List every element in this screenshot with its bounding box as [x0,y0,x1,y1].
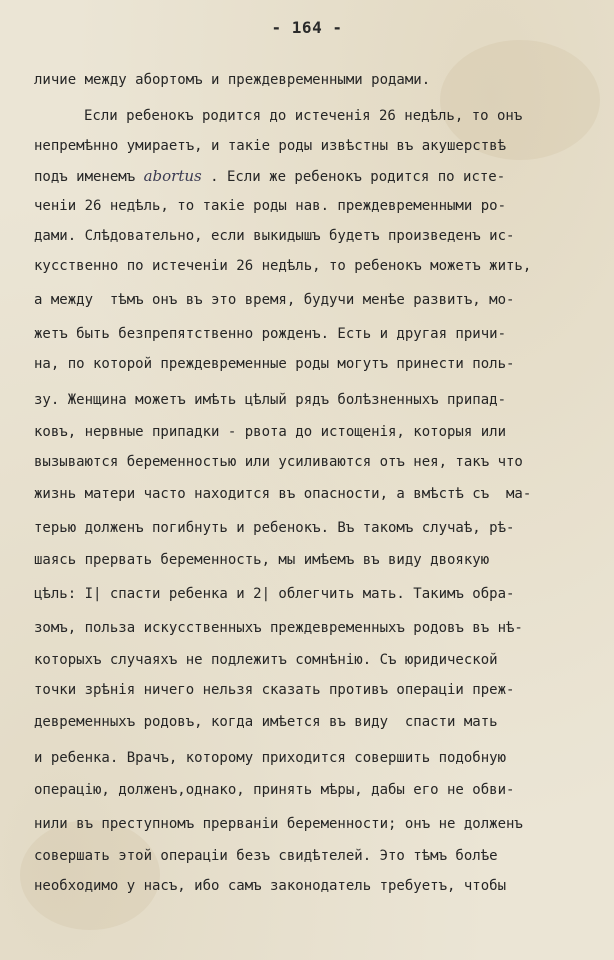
text-line [34,70,430,90]
text-segment: подъ именемъ [34,169,144,185]
text-segment: вызываются беременностью или усиливаются отъ нея, такъ что [34,454,523,470]
text-segment: которыхъ случаяхъ не подлежитъ сомнѣнію. Съ юридической [34,652,498,668]
text-line [34,650,498,670]
text-segment: операцію, долженъ,однако, принять мѣры, дабы его не обви- [34,782,515,798]
text-segment: жетъ быть безпрепятственно рожденъ. Есть и другая причи- [34,326,507,342]
text-segment: на, по которой преждевременные роды могутъ принести поль- [34,356,515,372]
text-line [34,780,514,800]
text-line [34,452,523,472]
text-line [34,876,506,896]
text-line [34,354,514,374]
text-segment: зомъ, польза искусственныхъ преждевременныхъ родовъ въ нѣ- [34,620,523,636]
text-line [34,484,531,504]
paper-stain [20,820,160,930]
text-segment: цѣль: I| спасти ребенка и 2| облегчить мать. Такимъ обра- [34,586,515,602]
text-line [34,618,523,638]
text-segment: ченіи 26 недѣль, то такіе роды нав. преждевременными ро- [34,198,507,214]
text-line [34,166,505,186]
text-segment: непремѣнно умираетъ, и такіе роды извѣстны въ акушерствѣ [34,138,507,154]
text-segment: Если ребенокъ родится до истеченія 26 недѣль, то онъ [84,108,523,124]
text-segment: точки зрѣнія ничего нельзя сказать противъ операціи преж- [34,682,515,698]
text-line [34,324,506,344]
text-line [34,518,514,538]
text-segment: ковъ, нервные припадки - рвота до истощенія, которыя или [34,424,507,440]
text-segment: кусственно по истеченіи 26 недѣль, то ребенокъ можетъ жить, [34,258,532,274]
text-line [34,712,498,732]
text-segment: и ребенка. Врачъ, которому приходится совершить подобную [34,750,507,766]
text-line [34,390,506,410]
text-segment: дами. Слѣдовательно, если выкидышъ будетъ произведенъ ис- [34,228,515,244]
text-segment: жизнь матери часто находится въ опасности, а вмѣстѣ съ ма- [34,486,532,502]
text-line [34,256,531,276]
text-line [34,550,489,570]
text-segment: терью долженъ погибнуть и ребенокъ. Въ такомъ случаѣ, рѣ- [34,520,515,536]
text-line [34,226,514,246]
text-line [34,846,498,866]
text-line [34,584,514,604]
text-segment: девременныхъ родовъ, когда имѣется въ виду спасти мать [34,714,498,730]
text-line [34,680,514,700]
text-line [34,748,506,768]
text-line [34,196,506,216]
text-line [34,814,523,834]
text-line [34,136,506,156]
text-segment: а между тѣмъ онъ въ это время, будучи менѣе развитъ, мо- [34,292,515,308]
text-line [34,422,506,442]
text-segment: . Если же ребенокъ родится по исте- [201,169,506,185]
text-segment: необходимо у насъ, ибо самъ законодатель требуетъ, чтобы [34,878,507,894]
text-line [84,106,522,126]
text-segment: совершать этой операціи безъ свидѣтелей. Это тѣмъ болѣе [34,848,498,864]
text-line [34,290,514,310]
text-segment: нили въ преступномъ прерваніи беременности; онъ не долженъ [34,816,523,832]
text-segment: личие между абортомъ и преждевременными родами. [34,72,431,88]
text-segment: зу. Женщина можетъ имѣть цѣлый рядъ болѣзненныхъ припад- [34,392,507,408]
handwritten-word: abortus [143,167,202,185]
text-segment: шаясь прервать беременность, мы имѣемъ въ виду двоякую [34,552,490,568]
page-number: - 164 - [271,18,343,37]
